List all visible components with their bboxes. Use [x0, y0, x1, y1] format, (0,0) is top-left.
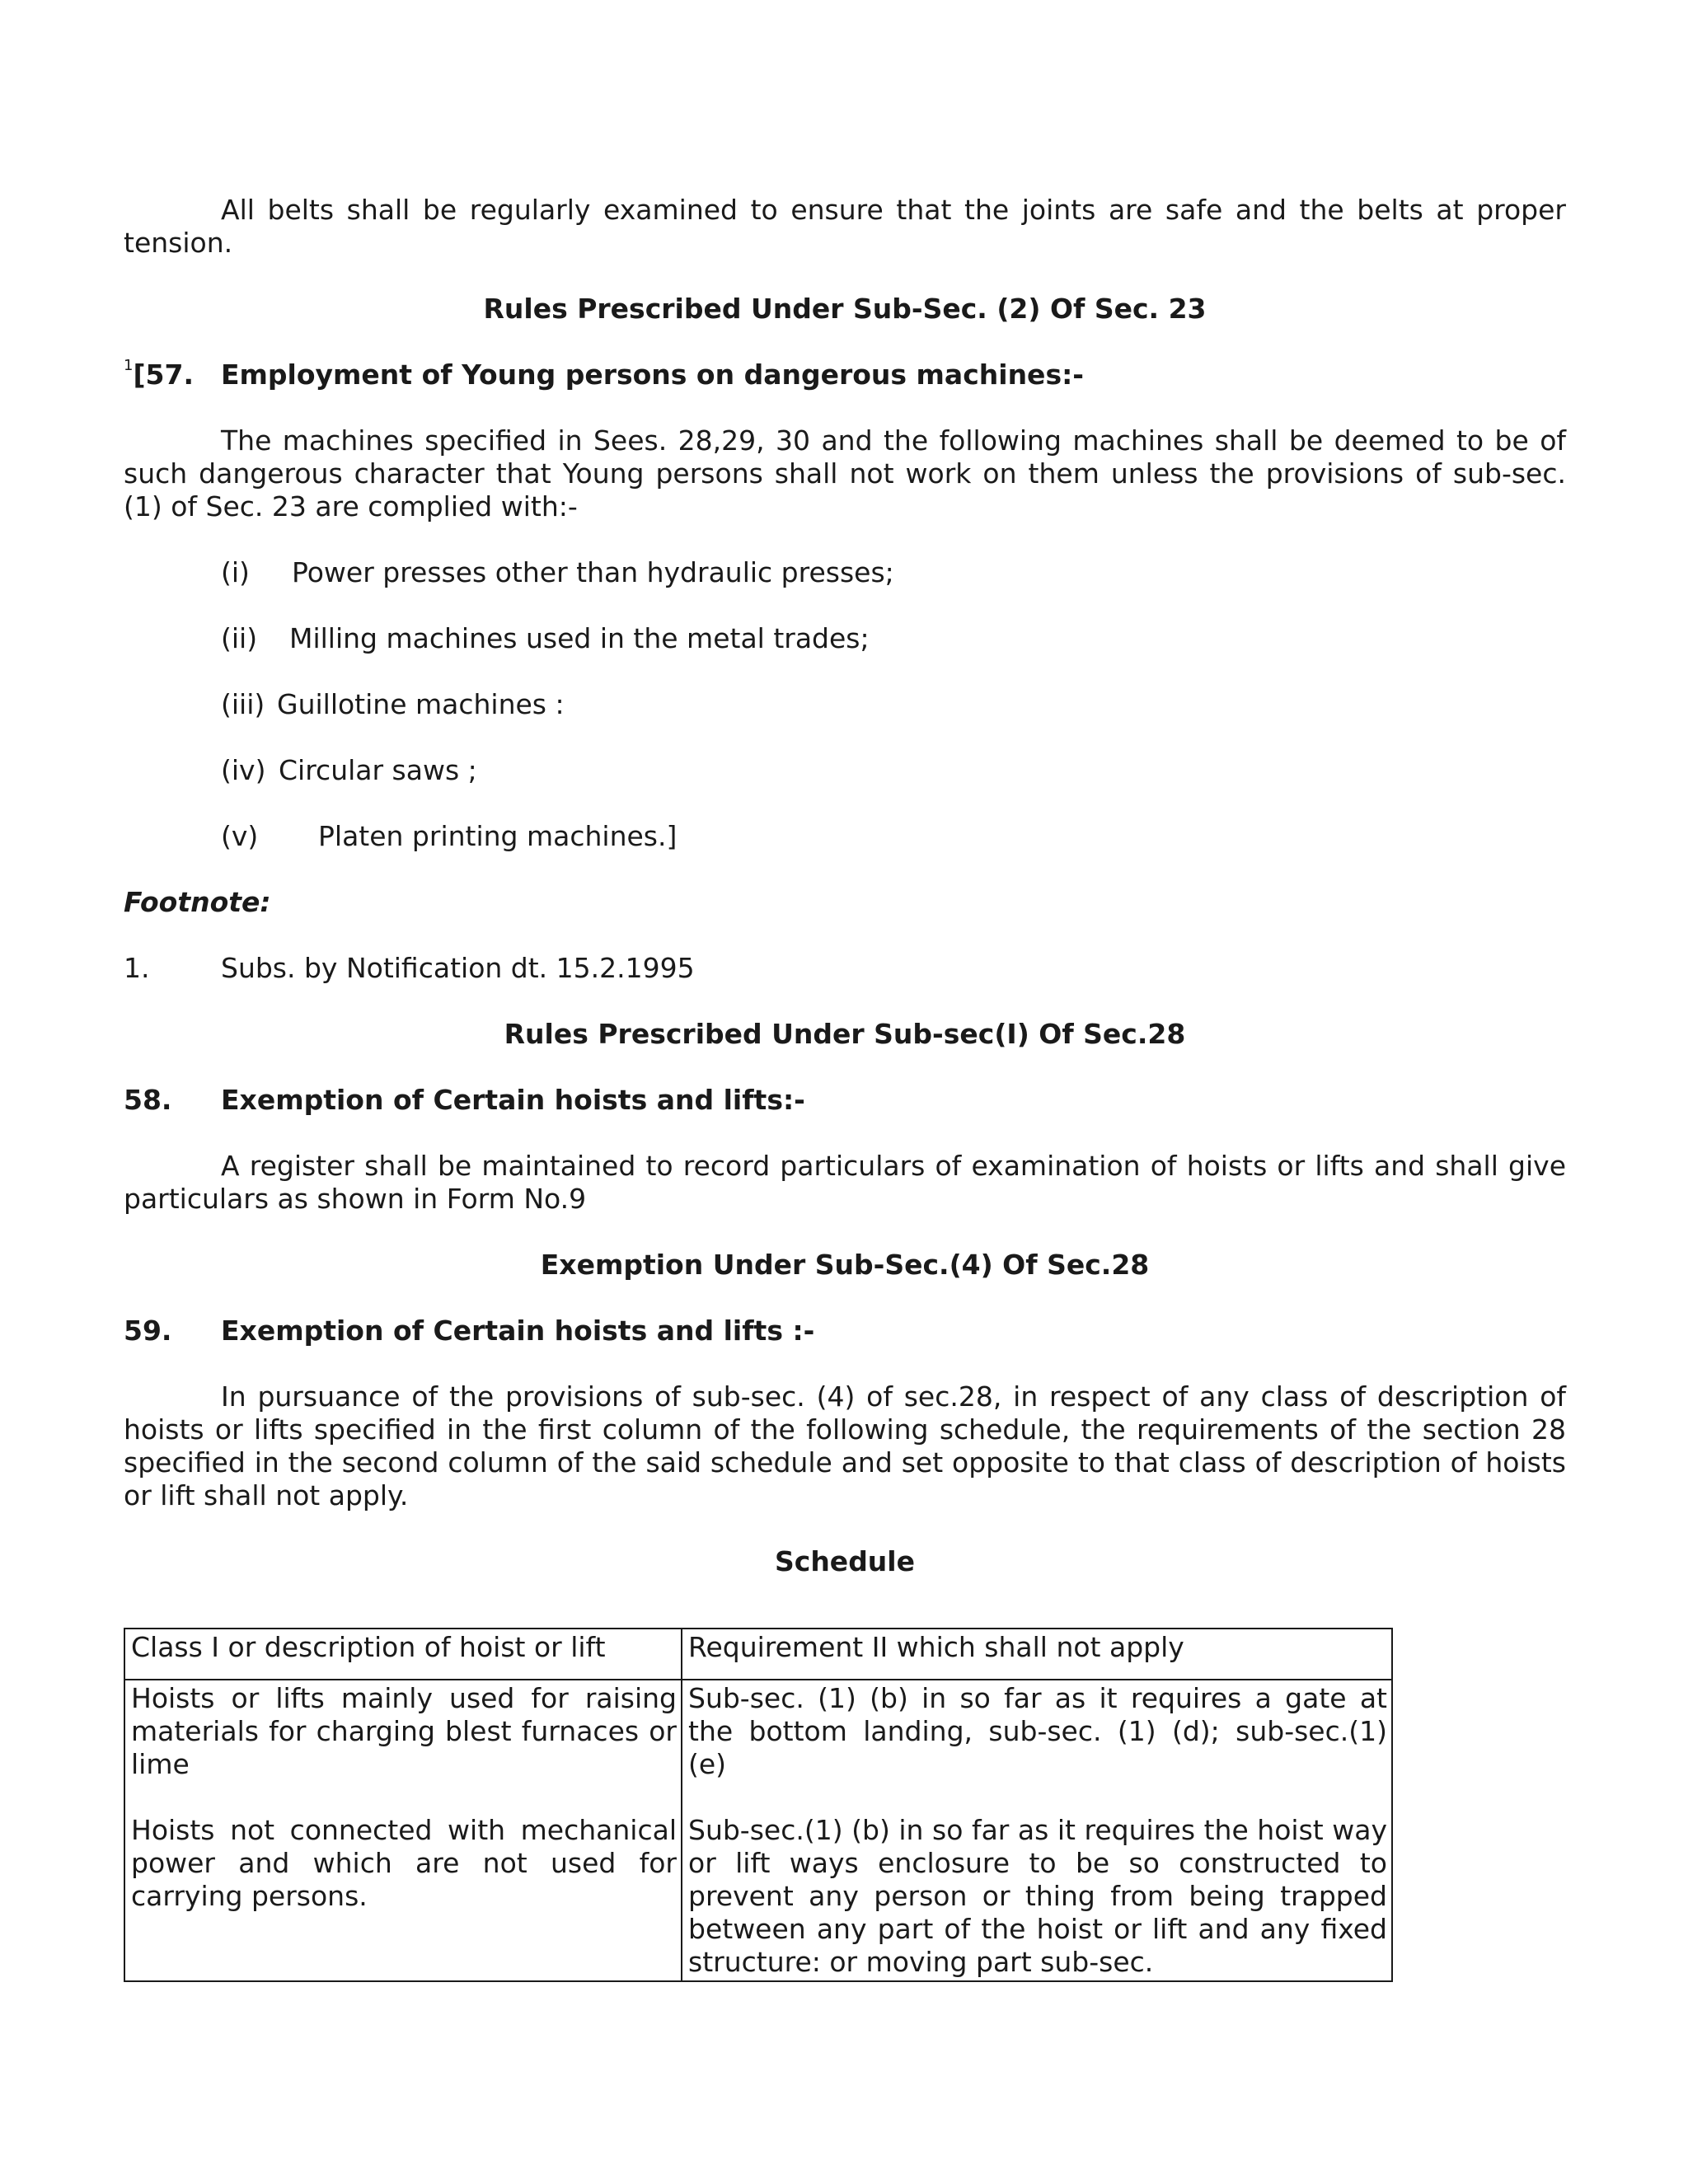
section-59-heading — [124, 1315, 1566, 1347]
list-item-mark: (v) — [221, 820, 259, 852]
section-57-body: The machines specified in Sees. 28,29, 30 and the following machines shall be deemed to be of such dangerous character that Young persons shall not work on them unless the provisions of sub-sec. (1) of Sec. 23 are complied with:- — [124, 424, 1566, 523]
column-header-requirement: Requirement II which shall not apply — [682, 1629, 1392, 1680]
table-header-row — [124, 1629, 1392, 1680]
section-59-number: 59. — [124, 1315, 172, 1347]
list-item-mark: (ii) — [221, 622, 258, 654]
section-57-heading — [124, 359, 1566, 391]
class-cell — [124, 1680, 682, 1981]
list-item — [124, 556, 1566, 589]
heading-exemption-sec-28: Exemption Under Sub-Sec.(4) Of Sec.28 — [540, 1249, 1150, 1281]
list-item — [124, 754, 1566, 787]
column-header-class: Class I or description of hoist or lift — [124, 1629, 682, 1680]
requirement-text: Sub-sec. (1) (b) in so far as it requires a gate at the bottom landing, sub-sec. (1) (d); sub-sec.(1) (e) — [688, 1682, 1387, 1780]
list-item — [124, 622, 1566, 655]
list-item-mark: (i) — [221, 556, 250, 588]
list-item-text: Power presses other than hydraulic presses; — [292, 556, 894, 588]
document-page — [124, 194, 1566, 1982]
class-description: Hoists or lifts mainly used for raising materials for charging blest furnaces or lime — [131, 1682, 677, 1780]
heading-rules-sec-23: Rules Prescribed Under Sub-Sec. (2) Of Sec. 23 — [483, 293, 1207, 325]
heading-rules-sec-28: Rules Prescribed Under Sub-sec(I) Of Sec.28 — [504, 1018, 1186, 1050]
list-item-text: Platen printing machines.] — [318, 820, 678, 852]
footnote-label: Footnote: — [124, 886, 271, 918]
list-item — [124, 688, 1566, 721]
section-59-title: Exemption of Certain hoists and lifts :- — [221, 1315, 815, 1347]
requirement-cell — [682, 1680, 1392, 1981]
section-57-title: Employment of Young persons on dangerous machines:- — [221, 359, 1084, 391]
section-58-heading — [124, 1084, 1566, 1117]
schedule-table — [124, 1628, 1393, 1982]
footnote-text: Subs. by Notification dt. 15.2.1995 — [221, 952, 695, 984]
requirement-text: Sub-sec.(1) (b) in so far as it requires the hoist way or lift ways enclosure to be so constructed to prevent any person or thing from being trapped between any part of the hoist or lift and any fixed structure: or moving part sub-sec. — [688, 1814, 1387, 1978]
list-item-text: Guillotine machines : — [277, 688, 565, 720]
list-item-mark: (iv) — [221, 754, 266, 786]
table-row — [124, 1680, 1392, 1981]
list-item — [124, 820, 1566, 853]
section-59-body: In pursuance of the provisions of sub-sec. (4) of sec.28, in respect of any class of description of hoists or lifts specified in the first column of the following schedule, the requirements of the section 28 specified in the second column of the said schedule and set opposite to that class of description of hoists or lift shall not apply. — [124, 1380, 1566, 1511]
section-58-title: Exemption of Certain hoists and lifts:- — [221, 1084, 805, 1116]
footnote-ref-superscript: 1 — [124, 357, 134, 374]
list-item-text: Milling machines used in the metal trades; — [289, 622, 870, 654]
section-58-body: A register shall be maintained to record particulars of examination of hoists or lifts and shall give particulars as shown in Form No.9 — [124, 1150, 1566, 1215]
footnote-number: 1. — [124, 952, 150, 984]
list-item-mark: (iii) — [221, 688, 265, 720]
schedule-title: Schedule — [774, 1545, 915, 1577]
intro-paragraph: All belts shall be regularly examined to ensure that the joints are safe and the belts at proper tension. — [124, 194, 1566, 259]
section-57-number: $^1$[57. — [124, 357, 194, 391]
section-58-number: 58. — [124, 1084, 172, 1116]
footnote-item — [124, 952, 1566, 985]
class-description: Hoists not connected with mechanical power and which are not used for carrying persons. — [131, 1814, 677, 1912]
list-item-text: Circular saws ; — [279, 754, 477, 786]
